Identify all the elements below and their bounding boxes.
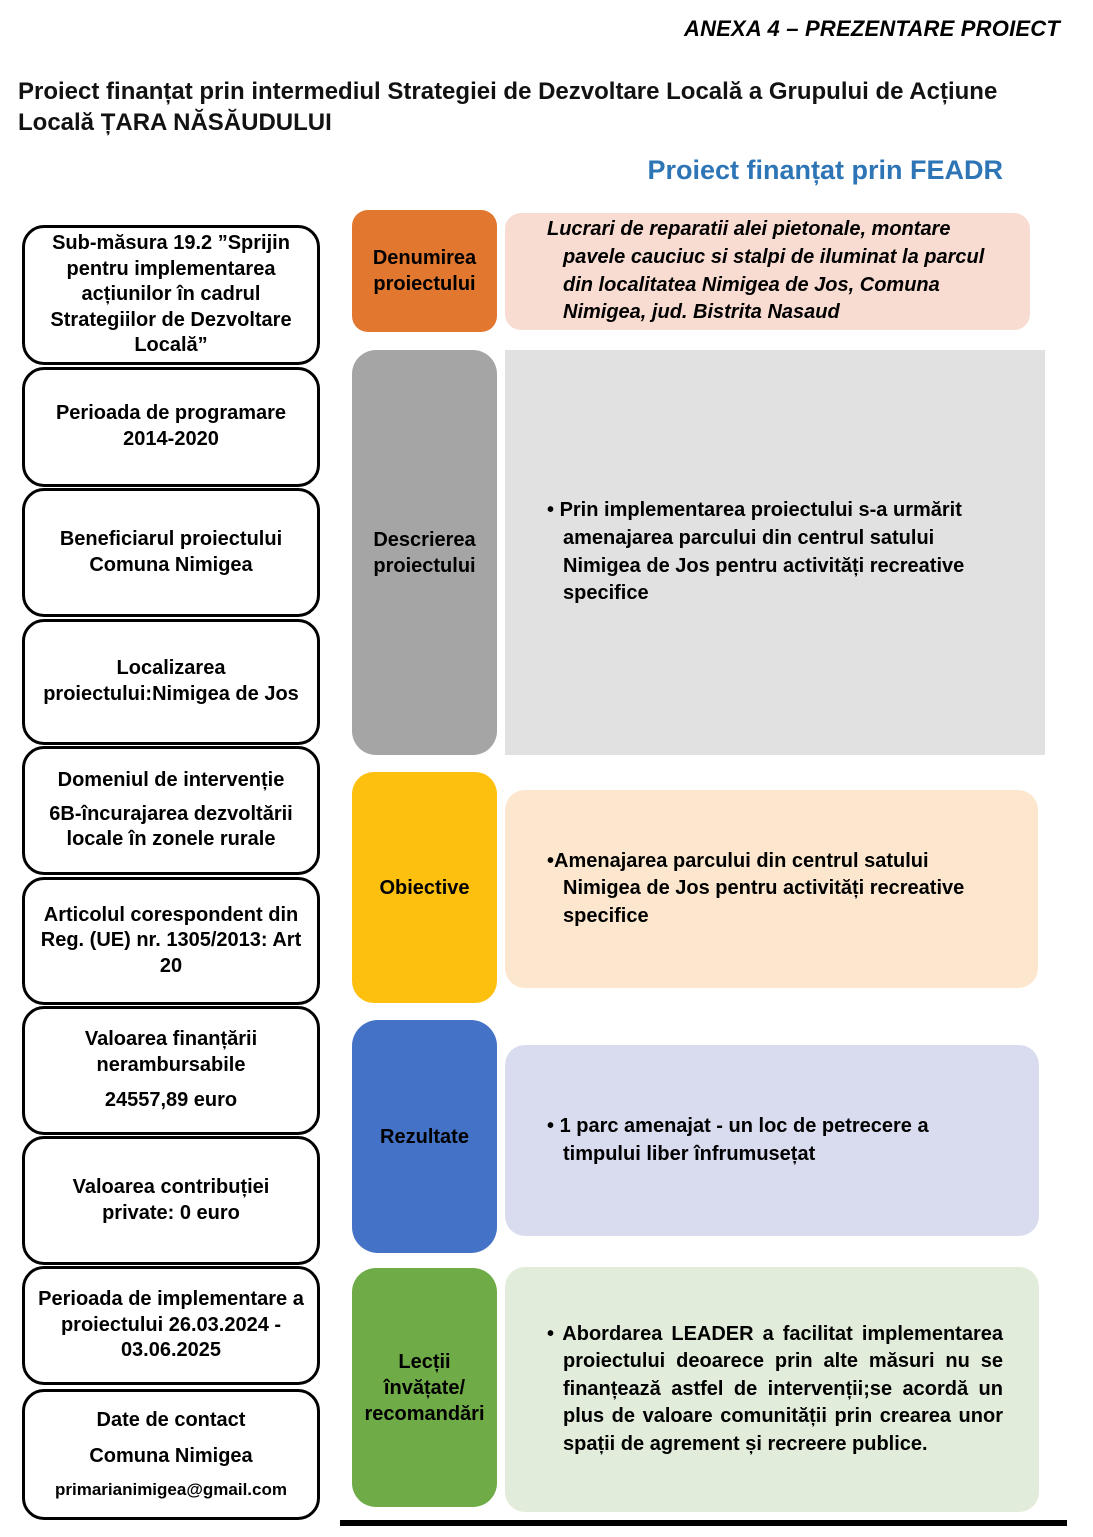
info-text: Localizarea proiectului:Nimigea de Jos: [43, 657, 299, 705]
info-text: Comuna Nimigea: [89, 1444, 253, 1467]
section-content-obiective: [505, 790, 1038, 988]
section-content-rezultate: [505, 1045, 1039, 1236]
info-text: Domeniul de intervenție: [57, 769, 285, 792]
section-label-descrierea: [352, 350, 497, 755]
info-text: Perioada de implementare a proiectului 26.03.2024 - 03.06.2025: [38, 1288, 304, 1362]
info-box-localizare: [22, 619, 320, 745]
info-box-valoare-finantare: [22, 1006, 320, 1135]
section-label-rezultate: [352, 1020, 497, 1253]
section-content-lectii: [505, 1267, 1039, 1512]
info-text: Valoarea finanțării nerambursabile: [84, 1028, 258, 1076]
section-label-text: Descrierea proiectului: [373, 528, 476, 577]
contact-email: primarianimigea@gmail.com: [55, 1480, 287, 1500]
info-text: Beneficiarul proiectului Comuna Nimigea: [59, 527, 283, 576]
section-label-text: Denumirea proiectului: [372, 247, 477, 295]
info-box-valoare-contributie: [22, 1136, 320, 1265]
bullet-icon: •: [547, 499, 560, 522]
section-content-descrierea: [505, 350, 1045, 755]
info-box-perioada-programare: [22, 367, 320, 487]
info-text: Valoarea contribuției private: 0 euro: [72, 1175, 270, 1224]
info-text: Sub-măsura 19.2 ”Sprijin pentru implementarea acțiunilor în cadrul Strategiilor de Dezvoltare Locală”: [50, 232, 292, 357]
section-text: Abordarea LEADER a facilitat implementarea proiectului deoarece prin alte măsuri nu se finanțează astfel de intervenții;se acordă un plus de valoare comunității prin crearea unor spații de agrement și recreere publice.: [562, 1322, 1003, 1455]
section-content-denumirea: [505, 213, 1030, 330]
funding-subtitle: Proiect finanțat prin FEADR: [647, 155, 1003, 185]
page-title: Proiect finanțat prin intermediul Strategiei de Dezvoltare Locală a Grupului de Acțiune Locală ȚARA NĂSĂUDULUI: [18, 78, 998, 137]
section-text: Prin implementarea proiectului s-a urmărit amenajarea parcului din centrul satului Nimigea de Jos pentru activități recreative specifice: [559, 499, 965, 605]
bullet-icon: •: [547, 849, 555, 872]
info-text: Perioada de programare 2014-2020: [55, 402, 287, 450]
section-label-text: Obiective: [379, 876, 470, 899]
info-box-beneficiar: [22, 488, 320, 617]
annex-title: ANEXA 4 – PREZENTARE PROIECT: [684, 16, 1060, 41]
section-label-text: Rezultate: [380, 1125, 469, 1148]
info-box-domeniu: [22, 746, 320, 875]
section-label-text: Lecții învățate/ recomandări: [364, 1350, 485, 1425]
info-box-submasura: [22, 225, 320, 365]
bullet-icon: •: [547, 1114, 560, 1137]
section-text: Amenajarea parcului din centrul satului Nimigea de Jos pentru activități recreative specifice: [554, 849, 965, 927]
info-box-contact: [22, 1389, 320, 1520]
section-label-obiective: [352, 772, 497, 1003]
info-box-articol: [22, 877, 320, 1005]
info-text: 24557,89 euro: [104, 1089, 238, 1112]
bullet-icon: •: [547, 1322, 563, 1345]
section-label-denumirea: [352, 210, 497, 332]
info-text: Date de contact: [96, 1409, 246, 1432]
info-box-perioada-implementare: [22, 1266, 320, 1385]
info-text: 6B-încurajarea dezvoltării locale în zonele rurale: [49, 802, 293, 851]
section-text: Lucrari de reparatii alei pietonale, montare pavele cauciuc si stalpi de iluminat la parcul din localitatea Nimigea de Jos, Comuna Nimigea, jud. Bistrita Nasaud: [547, 218, 985, 324]
info-text: Articolul corespondent din Reg. (UE) nr. 1305/2013: Art 20: [40, 903, 302, 977]
divider-line: [340, 1520, 1067, 1526]
section-text: 1 parc amenajat - un loc de petrecere a timpului liber înfrumusețat: [559, 1114, 929, 1165]
section-label-lectii: [352, 1268, 497, 1507]
